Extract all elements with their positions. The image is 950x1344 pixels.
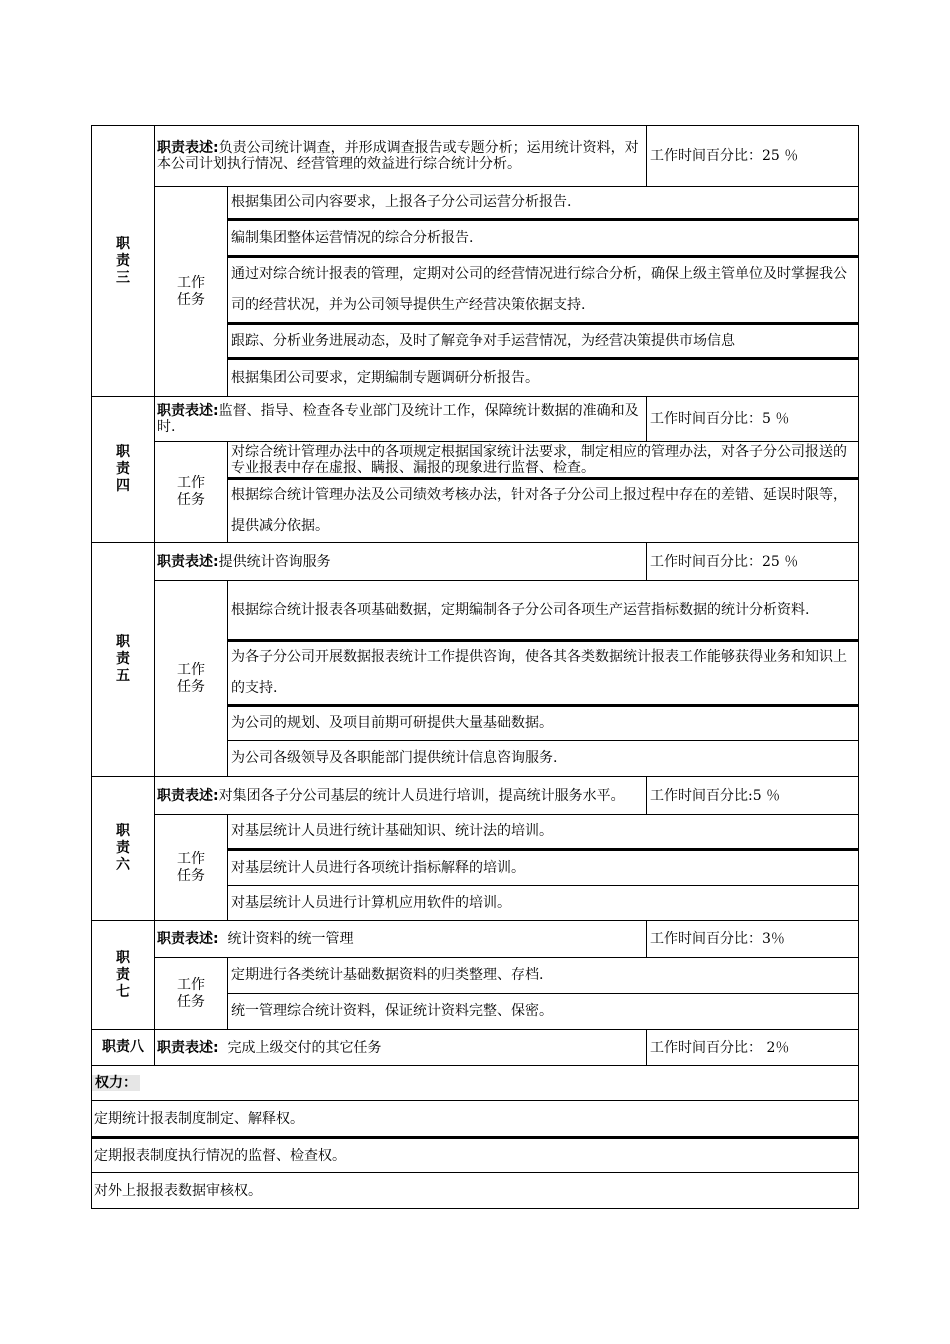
time-percentage: 工作时间百分比:5 ％ [647, 777, 859, 815]
task-item: 根据综合统计报表各项基础数据，定期编制各子分公司各项生产运营指标数据的统计分析资料. [228, 581, 859, 641]
duty-label: 职 责 五 [92, 543, 155, 777]
task-label: 工作 任务 [155, 958, 228, 1030]
task-item: 为各子分公司开展数据报表统计工作提供咨询，使各其各类数据统计报表工作能够获得业务和知识上的支持. [228, 641, 859, 706]
duty-row [92, 921, 859, 958]
task-label: 工作 任务 [155, 442, 228, 543]
task-label: 工作 任务 [155, 581, 228, 777]
time-percentage: 工作时间百分比： 2％ [647, 1030, 859, 1066]
task-item: 跟踪、分析业务进展动态，及时了解竞争对手运营情况，为经营决策提供市场信息 [228, 324, 859, 359]
time-percentage: 工作时间百分比：25 ％ [647, 543, 859, 581]
task-item: 为公司的规划、及项目前期可研提供大量基础数据。 [228, 706, 859, 741]
task-label: 工作 任务 [155, 815, 228, 921]
powers-title: 权力： [92, 1075, 140, 1091]
duty-row [92, 777, 859, 815]
duty-description: 职责表述:对集团各子分公司基层的统计人员进行培训，提高统计服务水平。 [155, 777, 647, 815]
duties-table [91, 125, 859, 1209]
task-item: 编制集团整体运营情况的综合分析报告. [228, 220, 859, 257]
duty-label: 职 责 六 [92, 777, 155, 921]
duty-description: 职责表述:负责公司统计调查，并形成调查报告或专题分析；运用统计资料，对本公司计划执行情况、经营管理的效益进行综合统计分析。 [155, 126, 647, 187]
duty-label: 职 责 四 [92, 397, 155, 543]
duty-label: 职 责 三 [92, 126, 155, 397]
task-item: 对基层统计人员进行各项统计指标解释的培训。 [228, 850, 859, 886]
task-item: 对综合统计管理办法中的各项规定根据国家统计法要求，制定相应的管理办法，对各子分公司报送的专业报表中存在虚报、瞒报、漏报的现象进行监督、检查。 [228, 442, 859, 479]
task-item: 根据集团公司要求，定期编制专题调研分析报告。 [228, 359, 859, 397]
duty-row [92, 126, 859, 187]
task-item: 对基层统计人员进行计算机应用软件的培训。 [228, 886, 859, 921]
task-item: 为公司各级领导及各职能部门提供统计信息咨询服务. [228, 741, 859, 777]
power-item: 定期报表制度执行情况的监督、检查权。 [92, 1138, 859, 1173]
duty-row [92, 543, 859, 581]
duty-row [92, 397, 859, 442]
duty-label: 职责八 [92, 1030, 155, 1066]
power-item: 定期统计报表制度制定、解释权。 [92, 1101, 859, 1138]
task-item: 对基层统计人员进行统计基础知识、统计法的培训。 [228, 815, 859, 850]
task-item: 根据综合统计管理办法及公司绩效考核办法，针对各子分公司上报过程中存在的差错、延误时限等，提供减分依据。 [228, 479, 859, 543]
duty-description: 职责表述:监督、指导、检查各专业部门及统计工作，保障统计数据的准确和及时. [155, 397, 647, 442]
powers-header-row [92, 1066, 859, 1101]
duty-row [92, 1030, 859, 1066]
duty-description: 职责表述: 统计资料的统一管理 [155, 921, 647, 958]
power-item: 对外上报报表数据审核权。 [92, 1173, 859, 1209]
duty-label: 职 责 七 [92, 921, 155, 1030]
time-percentage: 工作时间百分比：25 ％ [647, 126, 859, 187]
duty-description: 职责表述: 完成上级交付的其它任务 [155, 1030, 647, 1066]
task-label: 工作 任务 [155, 187, 228, 397]
task-item: 通过对综合统计报表的管理，定期对公司的经营情况进行综合分析，确保上级主管单位及时掌握我公司的经营状况，并为公司领导提供生产经营决策依据支持. [228, 257, 859, 324]
time-percentage: 工作时间百分比：5 ％ [647, 397, 859, 442]
job-description-continuation [91, 125, 858, 1209]
task-item: 根据集团公司内容要求，上报各子分公司运营分析报告. [228, 187, 859, 220]
time-percentage: 工作时间百分比：3％ [647, 921, 859, 958]
task-item: 定期进行各类统计基础数据资料的归类整理、存档. [228, 958, 859, 994]
duty-description: 职责表述:提供统计咨询服务 [155, 543, 647, 581]
task-item: 统一管理综合统计资料，保证统计资料完整、保密。 [228, 994, 859, 1030]
